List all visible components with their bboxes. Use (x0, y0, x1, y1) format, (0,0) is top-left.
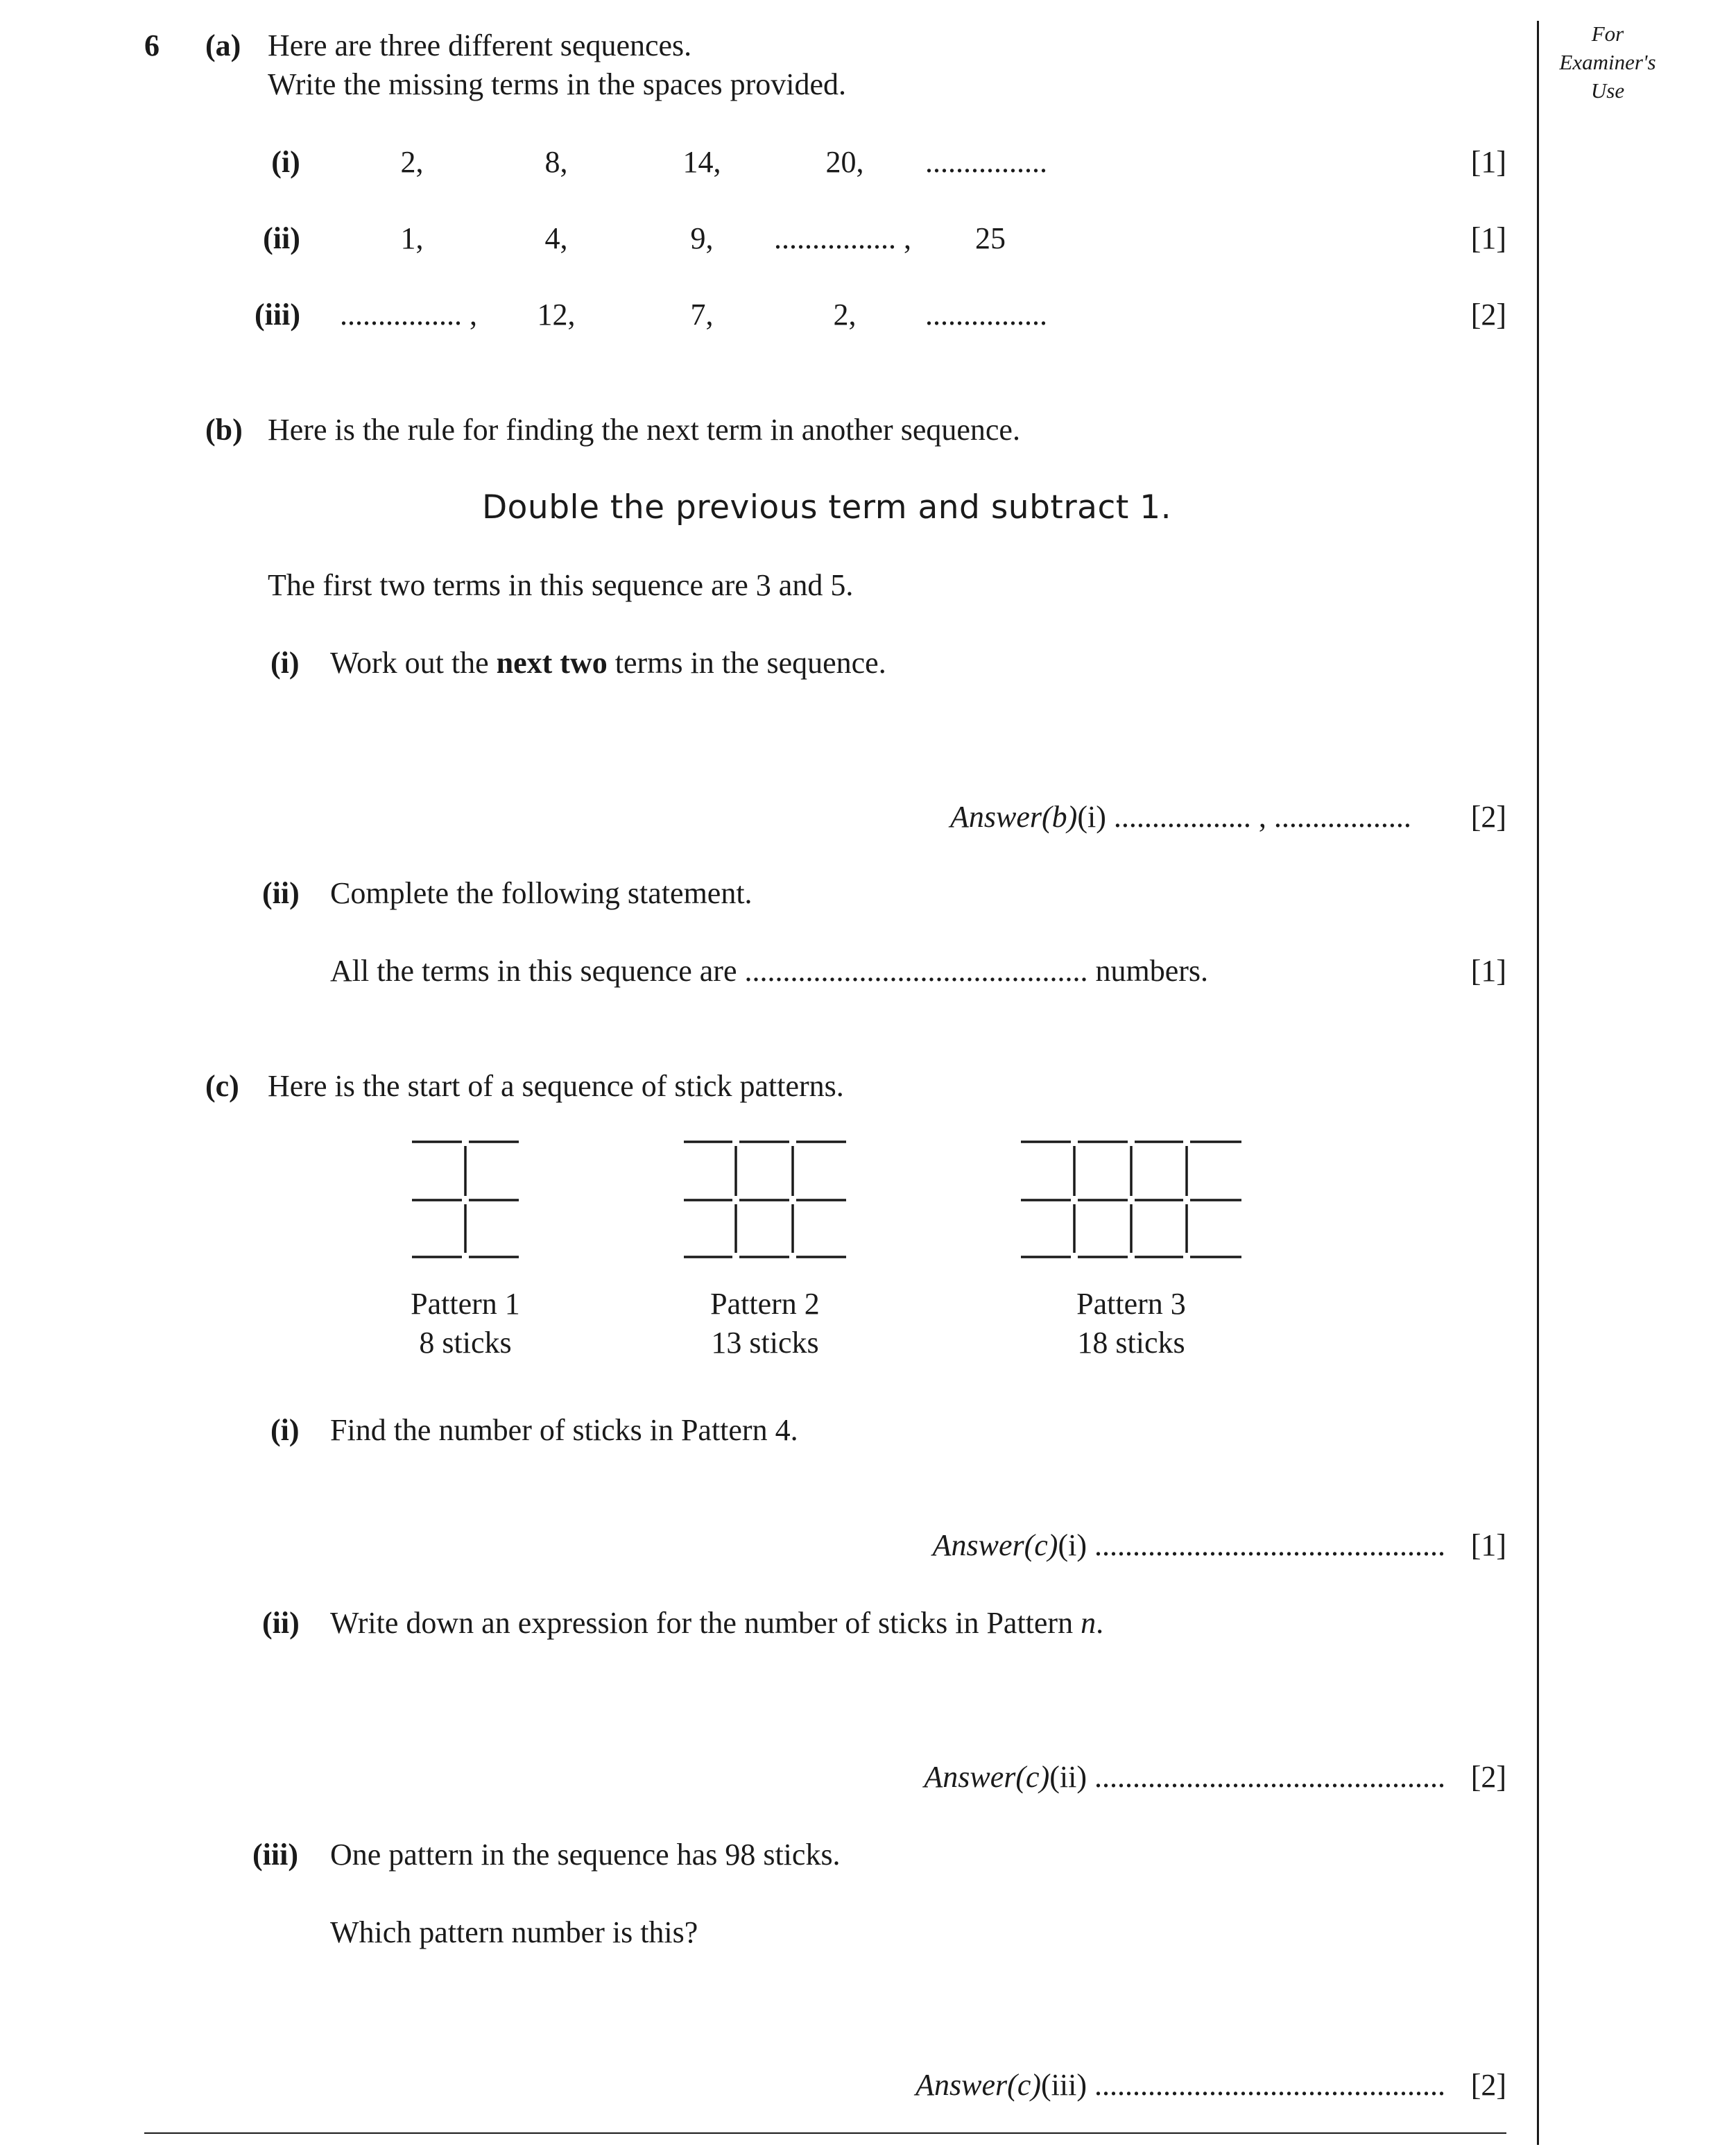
sequence-term: 2, (400, 145, 424, 179)
part-c-ii-text-post: . (1096, 1606, 1104, 1640)
marks: [2] (1470, 298, 1506, 332)
pattern-2-caption (710, 1285, 820, 1362)
part-b-i-text-bold: next two (496, 646, 608, 680)
sequence-term: 7, (690, 298, 714, 332)
answer-c-ii[interactable] (924, 1762, 1445, 1793)
part-b-i-label: (i) (270, 646, 300, 680)
part-c-label: (c) (205, 1069, 239, 1103)
part-c-iii-question: Which pattern number is this? (330, 1915, 698, 1949)
part-c-ii-variable: n (1081, 1606, 1096, 1640)
answer-prefix: Answer(b) (950, 800, 1078, 834)
answer-c-i[interactable] (933, 1530, 1445, 1561)
part-b-i-text-post: terms in the sequence. (607, 646, 886, 680)
sequence-rule: Double the previous term and subtract 1. (481, 488, 1172, 527)
part-c-i-label: (i) (270, 1413, 300, 1447)
stick-pattern-2 (684, 1142, 846, 1257)
marks: [1] (1470, 1528, 1506, 1562)
row-label: (ii) (263, 221, 300, 255)
part-b-first-terms: The first two terms in this sequence are 3 and 5. (268, 568, 854, 602)
sequence-term: 8, (544, 145, 568, 179)
pattern-name: Pattern 1 (411, 1287, 520, 1321)
sequence-term: 9, (690, 221, 714, 255)
pattern-sticks: 13 sticks (711, 1326, 819, 1360)
answer-prefix: Answer(c) (915, 2068, 1042, 2102)
examiners-use-line-1: For (1591, 22, 1624, 46)
sequence-term: 4, (544, 221, 568, 255)
answer-prefix: Answer(c) (924, 1760, 1050, 1794)
answer-blank[interactable]: ................ (925, 298, 1047, 332)
marks: [2] (1470, 2068, 1506, 2102)
pattern-1-caption (411, 1285, 520, 1362)
answer-blank[interactable]: ................ (925, 145, 1047, 179)
part-c-iii-label: (iii) (252, 1838, 298, 1872)
marks: [1] (1470, 145, 1506, 179)
answer-line[interactable]: (ii) .............................................. (1049, 1760, 1445, 1794)
part-b-i-text-pre: Work out the (330, 646, 497, 680)
part-a-intro-2: Write the missing terms in the spaces provided. (268, 67, 847, 101)
part-c-ii-label: (ii) (262, 1606, 300, 1640)
pattern-sticks: 8 sticks (419, 1326, 512, 1360)
marks: [1] (1470, 954, 1506, 988)
answer-line[interactable]: (iii) .............................................. (1041, 2068, 1445, 2102)
part-b-ii-text: Complete the following statement. (330, 876, 752, 910)
sequence-term: 25 (975, 221, 1006, 255)
part-c-i-text: Find the number of sticks in Pattern 4. (330, 1413, 798, 1447)
part-b-ii-statement[interactable]: All the terms in this sequence are ............................................. numbers. (330, 954, 1209, 988)
part-a-label: (a) (205, 28, 241, 62)
examiners-use-line-2: Examiner's (1559, 50, 1656, 74)
answer-blank[interactable]: ................ , (774, 221, 911, 255)
sequence-term: 2, (833, 298, 857, 332)
sequence-term: 1, (400, 221, 424, 255)
answer-prefix: Answer(c) (932, 1528, 1058, 1562)
answer-line[interactable]: (i) .............................................. (1058, 1528, 1445, 1562)
part-c-intro: Here is the start of a sequence of stick patterns. (268, 1069, 844, 1103)
marks: [1] (1470, 221, 1506, 255)
question-number: 6 (144, 28, 160, 62)
part-b-ii-label: (ii) (262, 876, 300, 910)
examiners-use-line-3: Use (1590, 78, 1625, 103)
part-b-label: (b) (205, 413, 243, 447)
answer-line[interactable]: (i) .................. , .................. (1077, 800, 1411, 834)
answer-blank[interactable]: ................ , (340, 298, 477, 332)
sequence-term: 12, (537, 298, 576, 332)
stick-pattern-1 (412, 1142, 519, 1257)
stick-pattern-3 (1021, 1142, 1241, 1257)
sequence-term: 14, (682, 145, 721, 179)
part-c-ii-text (330, 1608, 1103, 1639)
part-c-ii-text-pre: Write down an expression for the number of sticks in Pattern (330, 1606, 1081, 1640)
pattern-name: Pattern 2 (710, 1287, 820, 1321)
pattern-3-caption (1076, 1285, 1186, 1362)
part-a-intro-1: Here are three different sequences. (268, 28, 692, 62)
part-b-intro: Here is the rule for finding the next term in another sequence. (268, 413, 1020, 447)
marks: [2] (1470, 800, 1506, 834)
row-label: (i) (271, 145, 300, 179)
pattern-sticks: 18 sticks (1077, 1326, 1185, 1360)
part-c-iii-text: One pattern in the sequence has 98 sticks. (330, 1838, 841, 1872)
row-label: (iii) (255, 298, 300, 332)
sequence-term: 20, (825, 145, 864, 179)
marks: [2] (1470, 1760, 1506, 1794)
pattern-name: Pattern 3 (1076, 1287, 1186, 1321)
answer-c-iii[interactable] (915, 2070, 1445, 2101)
